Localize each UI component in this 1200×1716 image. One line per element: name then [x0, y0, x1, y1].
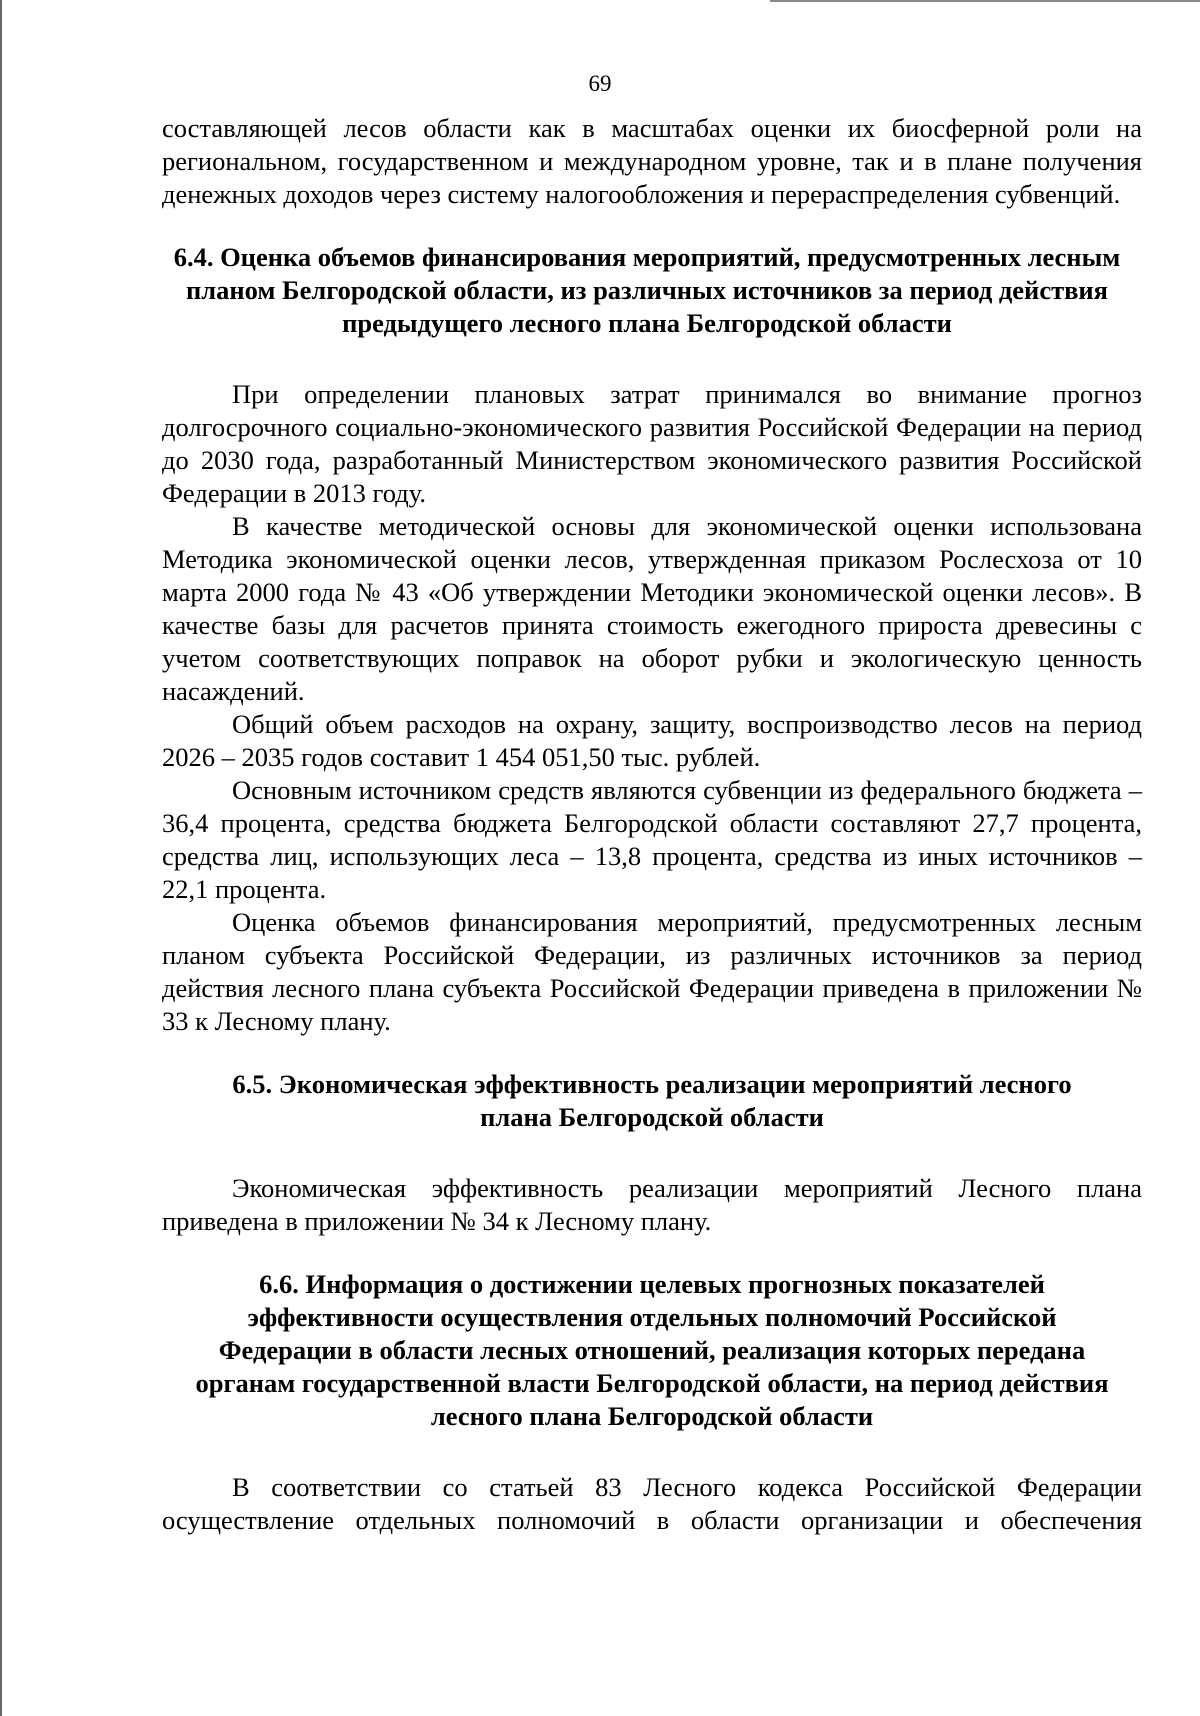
section-6-5-heading: 6.5. Экономическая эффективность реализации мероприятий лесного плана Белгородской области [232, 1069, 1072, 1132]
section-6-4-paragraph-1: При определении плановых затрат принимался во внимание прогноз долгосрочного социально-экономического развития Российской Федерации на период до 2030 года, разработанный Министерством экономического развития Российской Федерации в 2013 году. [162, 379, 1142, 508]
section-6-4-heading: 6.4. Оценка объемов финансирования мероприятий, предусмотренных лесным планом Белгородской области, из различных источников за период действия предыдущего лесного плана Белгородской области [173, 242, 1121, 338]
section-6-4-paragraph-3: Общий объем расходов на охрану, защиту, воспроизводство лесов на период 2026 – 2035 годов составит 1 454 051,50 тыс. рублей. [162, 709, 1142, 772]
intro-paragraph: составляющей лесов области как в масштабах оценки их биосферной роли на региональном, государственном и международном уровне, так и в плане получения денежных доходов через систему налогообложения и перераспределения субвенций. [162, 113, 1142, 209]
section-6-6-paragraph-1: В соответствии со статьей 83 Лесного кодекса Российской Федерации осуществление отдельных полномочий в области организации и обеспечения [162, 1472, 1142, 1535]
section-6-5-paragraph-1: Экономическая эффективность реализации мероприятий Лесного плана приведена в приложении № 34 к Лесному плану. [162, 1173, 1142, 1236]
document-body [162, 112, 1142, 1537]
section-6-4-paragraph-5: Оценка объемов финансирования мероприятий, предусмотренных лесным планом субъекта Российской Федерации, из различных источников за период действия лесного плана субъекта Российской Федерации приведена в приложении № 33 к Лесному плану. [162, 907, 1142, 1036]
scan-edge-top [770, 0, 1200, 2]
section-6-6-heading: 6.6. Информация о достижении целевых прогнозных показателей эффективности осуществления отдельных полномочий Российской Федерации в области лесных отношений, реализация которых передана органам государственной власти Белгородской области, на период действия лесного плана Белгородской области [195, 1269, 1109, 1431]
section-6-4-paragraph-4: Основным источником средств являются субвенции из федерального бюджета – 36,4 процента, средства бюджета Белгородской области составляют 27,7 процента, средства лиц, использующих леса – 13,8 процента, средства из иных источников – 22,1 процента. [162, 775, 1142, 904]
section-6-4-paragraph-2: В качестве методической основы для экономической оценки использована Методика экономической оценки лесов, утвержденная приказом Рослесхоза от 10 марта 2000 года № 43 «Об утверждении Методики экономической оценки лесов». В качестве базы для расчетов принята стоимость ежегодного прироста древесины с учетом соответствующих поправок на оборот рубки и экологическую ценность насаждений. [162, 511, 1142, 706]
page-number: 69 [588, 71, 612, 96]
scan-edge-left [0, 0, 2, 1716]
